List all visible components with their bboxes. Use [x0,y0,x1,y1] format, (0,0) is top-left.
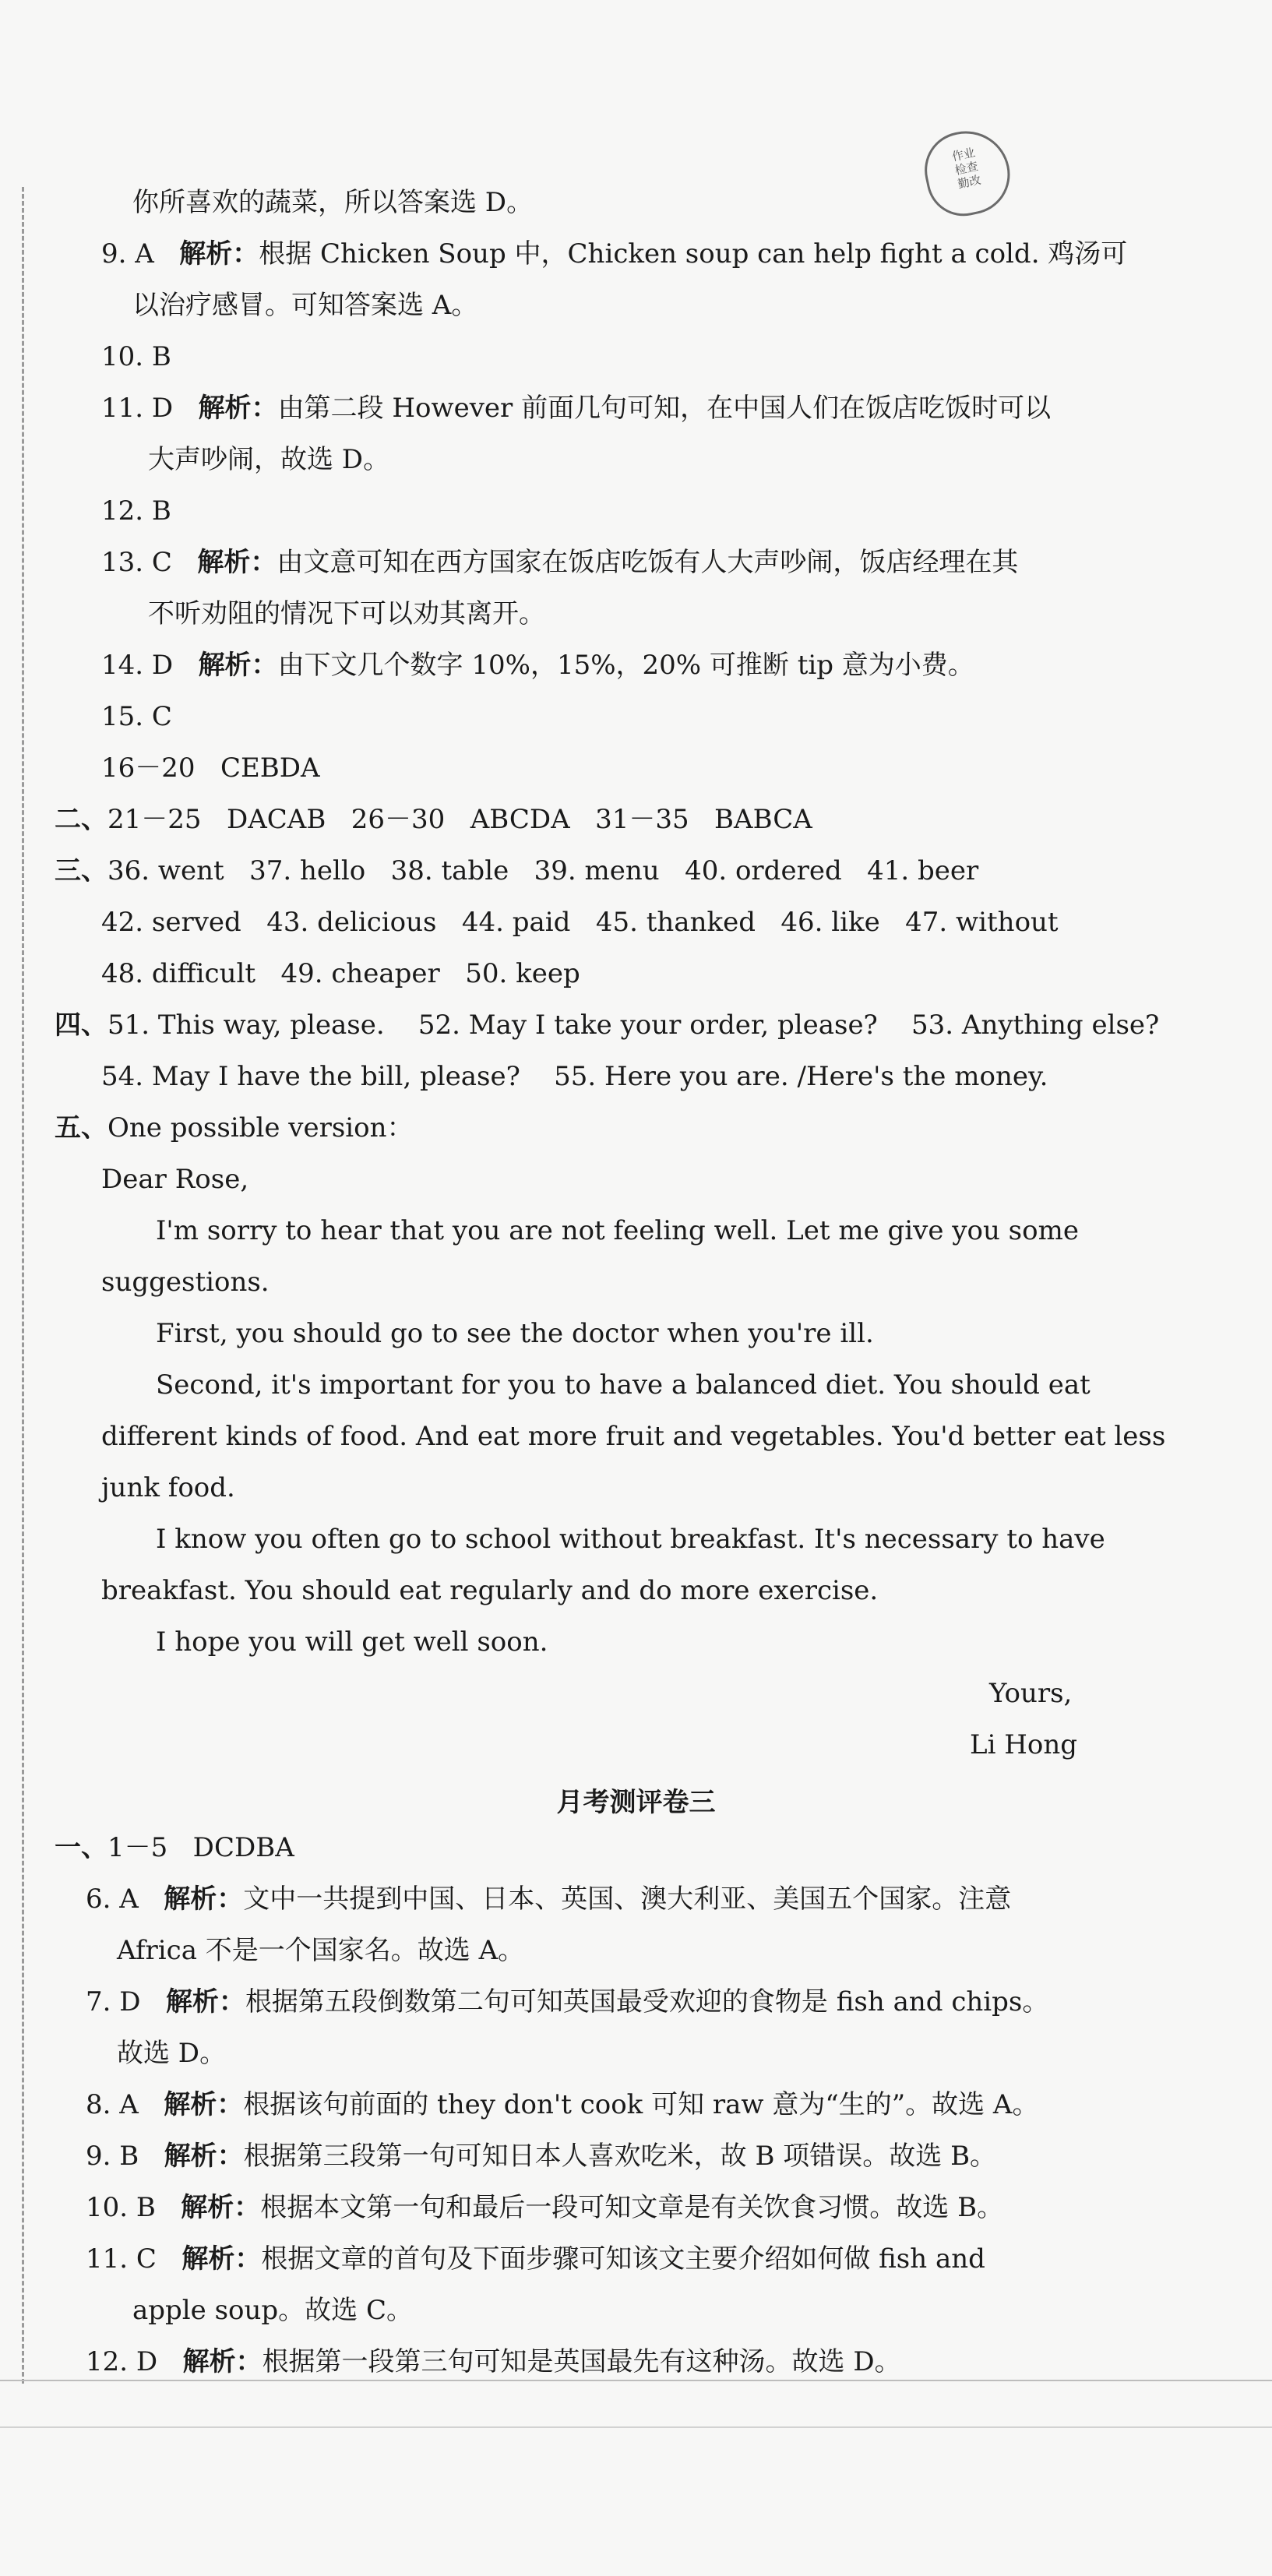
line-text: 51. This way, please. 52. May I take your order, please? 53. Anything else? [107,1010,1160,1041]
line-text: 根据第三段第一句可知日本人喜欢吃米，故 B 项错误。故选 B。 [243,2141,997,2172]
text-line [86,2141,996,2172]
line-lead: 8. A [86,2089,164,2120]
text-line [156,1318,874,1349]
text-line [101,1421,1165,1452]
line-lead: Second, it's important for you to have a balanced diet. You should eat [156,1369,1091,1401]
text-line [148,444,389,475]
text-line [101,1267,270,1298]
text-line [156,1215,1079,1246]
line-lead: 7. D [86,1986,166,2017]
text-line [101,495,171,527]
line-lead: 9. A [101,238,180,270]
line-text: One possible version： [107,1112,414,1144]
line-lead: different kinds of food. And eat more fruit and vegetables. You'd better eat less [101,1421,1166,1452]
line-text: 根据第一段第三句可知是英国最先有这种汤。故选 D。 [262,2346,901,2377]
line-lead: 11. D [101,393,199,424]
line-lead: 9. B [86,2141,164,2172]
text-line [156,1369,1091,1401]
text-line [86,1986,1048,2017]
line-lead: 故选 D。 [117,2038,227,2069]
line-lead: I know you often go to school without breakfast. It's necessary to have [156,1524,1105,1555]
line-lead: 16－20 CEBDA [101,752,320,784]
line-text: 由下文几个数字 10%，15%，20% 可推断 tip 意为小费。 [277,650,974,681]
line-text: 根据第五段倒数第二句可知英国最受欢迎的食物是 fish and chips。 [245,1986,1049,2017]
text-line [101,650,974,681]
text-line [148,598,545,629]
line-lead: Dear Rose, [101,1164,249,1195]
text-line [101,752,320,784]
stamp-line-2: 检查 [953,159,980,178]
line-text: 根据本文第一句和最后一段可知文章是有关饮食习惯。故选 B。 [260,2192,1004,2223]
line-lead: 10. B [86,2192,181,2223]
text-line [156,1524,1105,1555]
bottom-rule-2 [0,2426,1272,2428]
text-line [55,855,978,886]
text-line [55,804,812,835]
text-line [101,958,580,989]
line-text: 文中一共提到中国、日本、英国、澳大利亚、美国五个国家。注意 [243,1884,1012,1915]
text-line [989,1678,1072,1709]
text-line [86,1884,1011,1915]
line-label: 解析： [164,2089,244,2120]
text-line [101,701,172,732]
line-lead: 10. B [101,341,171,372]
line-text: 由第二段 However 前面几句可知，在中国人们在饭店吃饭时可以 [277,393,1052,424]
text-line [101,238,1127,270]
line-lead: junk food. [101,1472,235,1503]
line-label: 解析： [198,393,278,424]
line-lead: Africa 不是一个国家名。故选 A。 [117,1935,525,1966]
text-line [101,341,171,372]
text-line [55,1112,414,1144]
text-line [117,1935,524,1966]
text-line [101,907,1059,938]
line-label: 解析： [179,238,259,270]
line-label: 解析： [197,547,277,578]
line-lead: First, you should go to see the doctor when you're ill. [156,1318,874,1349]
line-label: 解析： [165,1986,245,2017]
line-lead: 你所喜欢的蔬菜，所以答案选 D。 [132,187,534,218]
text-line [101,1472,235,1503]
text-line [970,1729,1077,1760]
binding-margin-dashed-line [22,187,24,2384]
line-lead: 不听劝阻的情况下可以劝其离开。 [148,598,545,629]
line-lead: 12. B [101,495,171,527]
line-lead: suggestions. [101,1267,270,1298]
line-lead: Yours, [989,1678,1073,1709]
line-label: 五、 [55,1112,107,1144]
text-line [86,2192,1003,2223]
line-lead: apple soup。故选 C。 [132,2295,414,2326]
line-lead: 42. served 43. delicious 44. paid 45. thanked 46. like 47. without [101,907,1059,938]
line-label: 解析： [181,2243,262,2275]
text-line [117,2038,226,2069]
line-lead: 以治疗感冒。可知答案选 A。 [132,290,478,321]
text-line [101,1061,1048,1092]
text-line [101,393,1051,424]
line-label: 一、 [55,1832,107,1863]
stamp-line-1: 作业 [950,145,977,164]
text-line [101,1575,878,1606]
line-label: 三、 [55,855,107,886]
text-line [55,1832,294,1863]
text-line [132,187,533,218]
stamp-line-3: 勤改 [956,172,983,192]
text-line [86,2243,985,2275]
text-line [86,2346,901,2377]
line-label: 解析： [164,2141,244,2172]
text-line [156,1626,548,1658]
line-text: 根据该句前面的 they don't cook 可知 raw 意为“生的”。故选 A。 [243,2089,1039,2120]
line-lead: 48. difficult 49. cheaper 50. keep [101,958,580,989]
line-text: 1－5 DCDBA [107,1832,294,1863]
line-text: 由文意可知在西方国家在饭店吃饭有人大声吵闹，饭店经理在其 [277,547,1019,578]
line-lead: 6. A [86,1884,164,1915]
line-text: 36. went 37. hello 38. table 39. menu 40. ordered 41. beer [107,855,979,886]
line-lead: 54. May I have the bill, please? 55. Here you are. /Here's the money. [101,1061,1048,1092]
line-label: 解析： [181,2192,261,2223]
text-line [132,290,477,321]
line-label: 二、 [55,804,107,835]
text-line [86,2089,1038,2120]
line-label: 四、 [55,1010,107,1041]
line-text: 21－25 DACAB 26－30 ABCDA 31－35 BABCA [107,804,812,835]
text-line [55,1010,1159,1041]
line-lead: 11. C [86,2243,182,2275]
section-title: 月考测评卷三 [556,1787,716,1818]
line-lead: I'm sorry to hear that you are not feeling well. Let me give you some [156,1215,1079,1246]
text-line [101,547,1018,578]
line-text: 根据文章的首句及下面步骤可知该文主要介绍如何做 fish and [261,2243,985,2275]
line-lead: Li Hong [970,1729,1078,1760]
bottom-rule [0,2380,1272,2381]
line-lead: 12. D [86,2346,183,2377]
line-lead: 14. D [101,650,199,681]
line-lead: 15. C [101,701,172,732]
line-label: 解析： [164,1884,244,1915]
line-label: 解析： [182,2346,263,2377]
text-line [101,1164,248,1195]
grading-stamp [918,123,1017,223]
line-lead: I hope you will get well soon. [156,1626,548,1658]
line-label: 解析： [198,650,278,681]
line-lead: 大声吵闹，故选 D。 [148,444,390,475]
text-line [132,2295,413,2326]
line-lead: 13. C [101,547,198,578]
line-text: 根据 Chicken Soup 中，Chicken soup can help fight a cold. 鸡汤可 [259,238,1128,270]
line-lead: breakfast. You should eat regularly and do more exercise. [101,1575,879,1606]
